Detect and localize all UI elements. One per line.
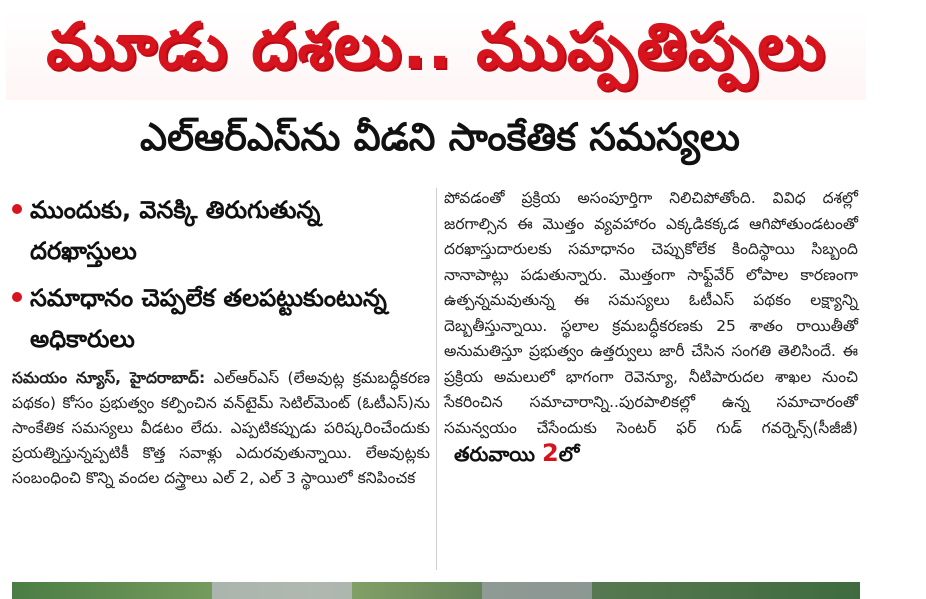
body-right-text: పోవడంతో ప్రక్రియ అసంపూర్తిగా నిలిచిపోతోంది. వివిధ దశల్లో జరగాల్సిన ఈ మొత్తం వ్యవహారం ఎక్కడికక్కడ ఆగిపోతుండటంతో దరఖాస్తుదారులకు సమాధానం చెప్పుకోలేక కిందిస్థాయి సిబ్బంది నానాపాట్లు పడుతున్నారు. మొత్తంగా సాఫ్ట్‌వేర్ లోపాల కారణంగా ఉత్పన్నమవుతున్న ఈ సమస్యలు ఓటీఎస్ పథకం లక్ష్యాన్ని దెబ్బతీస్తున్నాయి. స్థలాల క్రమబద్ధీకరణకు 25 శాతం రాయితీతో అనుమతిస్తూ ప్రభుత్వం ఉత్తర్వులు జారీ చేసిన సంగతి తెలిసిందే. ఈ ప్రక్రియ అమలులో భాగంగా రెవెన్యూ, నీటిపారుదల శాఖల నుంచి సేకరించిన సమాచారాన్ని..పురపాలికల్లో ఉన్న సమాచారంతో సమన్వయం చేసేందుకు సెంటర్ ఫర్ గుడ్ గవర్నెన్స్(సీజీజీ) xyxy=(444,189,858,437)
headline-banner xyxy=(6,8,866,100)
headline-text: మూడు దశలు.. ముప్పతిప్పలు xyxy=(46,9,826,84)
body-left-text: ఎల్ఆర్ఎస్ (లేఅవుట్ల క్రమబద్ధీకరణ పథకం) కోసం ప్రభుత్వం కల్పించిన వన్‌టైమ్ సెటిల్‌మెంట్ (ఓటీఎస్)ను సాంకేతిక సమస్యలు వీడటం లేదు. ఎప్పటికప్పుడు పరిష్కరించేందుకు ప్రయత్నిస్తున్నప్పటికీ కొత్త సవాళ్లు ఎదురవుతున్నాయి. లేఅవుట్లకు సంబంధించి కొన్ని వందల దస్త్రాలు ఎల్ 2, ఎల్ 3 స్థాయిలో కనిపించక xyxy=(12,369,430,487)
continued-page-number: 2 xyxy=(542,439,559,467)
left-column xyxy=(12,190,430,491)
aerial-photo-strip xyxy=(12,582,860,599)
bullet-dot-icon xyxy=(12,204,22,214)
article-body-left xyxy=(12,366,430,491)
continued-note xyxy=(454,441,579,468)
continued-prefix: తరువాయి xyxy=(454,442,536,466)
article-body-right xyxy=(444,186,858,470)
bullet-point-1 xyxy=(12,190,430,272)
bullet-dot-icon xyxy=(12,292,22,302)
dateline: సమయం న్యూస్, హైదరాబాద్: xyxy=(12,369,206,387)
photo-rooftop xyxy=(482,582,592,599)
subheadline: ఎల్ఆర్ఎస్‌ను వీడని సాంకేతిక సమస్యలు xyxy=(140,115,740,159)
bullet-text: సమాధానం చెప్పలేక తలపట్టుకుంటున్న అధికారులు xyxy=(30,284,387,353)
bullet-point-2 xyxy=(12,278,430,360)
photo-rooftop xyxy=(212,582,352,599)
column-divider xyxy=(436,188,437,570)
bullet-text: ముందుకు, వెనక్కి తిరుగుతున్న దరఖాస్తులు xyxy=(30,196,321,265)
continued-suffix: లో xyxy=(558,442,580,466)
